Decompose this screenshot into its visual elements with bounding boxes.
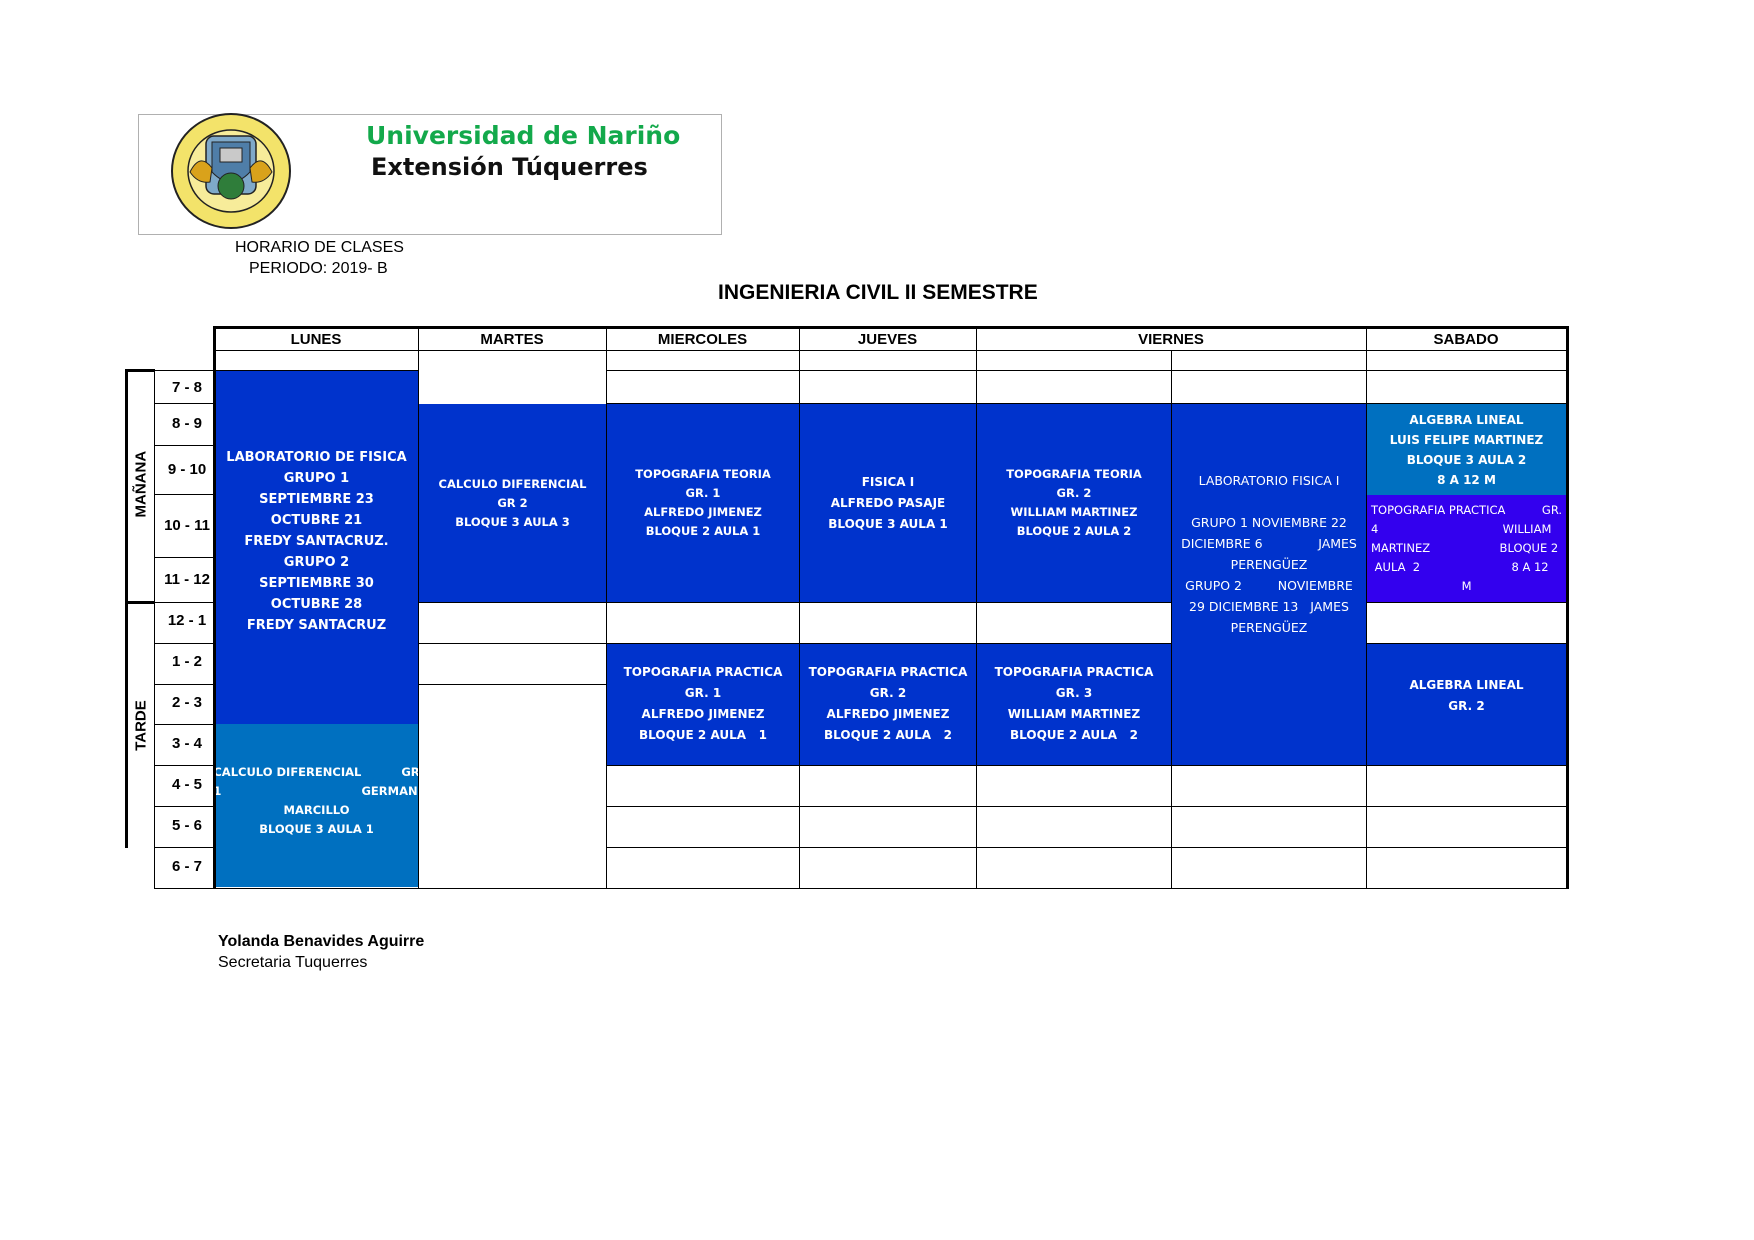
class-viernes-lab-fisica: LABORATORIO FISICA I GRUPO 1 NOVIEMBRE 22 DICIEMBRE 6 JAMES PERENGÜEZ GRUPO 2 NOVIEMBRE 29 DICIEMBRE 13 JAMES PERENGÜEZ: [1172, 404, 1366, 765]
hour-label: 12 - 1: [167, 612, 207, 629]
hour-label: 11 - 12: [164, 571, 210, 588]
class-viernes-topografia-practica: TOPOGRAFIA PRACTICA GR. 3 WILLIAM MARTINEZ BLOQUE 2 AULA 2: [977, 643, 1171, 765]
signature-role: Secretaria Tuquerres: [218, 954, 368, 971]
day-header-miercoles: MIERCOLES: [657, 331, 748, 348]
extension-name: Extensión Túquerres: [371, 153, 648, 181]
day-header-viernes: VIERNES: [1138, 331, 1204, 348]
class-jueves-topografia-practica: TOPOGRAFIA PRACTICA GR. 2 ALFREDO JIMENEZ BLOQUE 2 AULA 2: [800, 643, 976, 765]
hour-label: 2 - 3: [171, 694, 202, 711]
class-martes-calculo: CALCULO DIFERENCIAL GR 2 BLOQUE 3 AULA 3: [419, 404, 606, 602]
section-morning-label: MAÑANA: [132, 450, 150, 518]
university-name: Universidad de Nariño: [366, 121, 681, 150]
hour-label: 6 - 7: [171, 858, 202, 875]
class-viernes-topografia: TOPOGRAFIA TEORIA GR. 2 WILLIAM MARTINEZ BLOQUE 2 AULA 2: [977, 404, 1171, 602]
hour-label: 10 - 11: [164, 517, 210, 534]
class-jueves-fisica: FISICA I ALFREDO PASAJE BLOQUE 3 AULA 1: [800, 404, 976, 602]
hour-label: 1 - 2: [171, 653, 202, 670]
day-header-sabado: SABADO: [1433, 331, 1499, 348]
class-sabado-algebra: ALGEBRA LINEAL LUIS FELIPE MARTINEZ BLOQUE 3 AULA 2 8 A 12 M: [1367, 404, 1566, 495]
hour-label: 7 - 8: [171, 379, 202, 396]
signature-name: Yolanda Benavides Aguirre: [218, 933, 425, 950]
day-header-martes: MARTES: [480, 331, 544, 348]
hour-label: 3 - 4: [171, 735, 202, 752]
period-label: PERIODO: 2019- B: [249, 260, 388, 277]
class-miercoles-topografia: TOPOGRAFIA TEORIA GR. 1 ALFREDO JIMENEZ BLOQUE 2 AULA 1: [607, 404, 799, 602]
class-sabado-algebra-2: ALGEBRA LINEAL GR. 2: [1367, 643, 1566, 765]
hour-label: 8 - 9: [171, 415, 202, 432]
page-title: INGENIERIA CIVIL II SEMESTRE: [718, 281, 1038, 304]
day-header-jueves: JUEVES: [857, 331, 918, 348]
class-sabado-topografia: TOPOGRAFIA PRACTICA GR. 4 WILLIAM MARTINEZ BLOQUE 2 AULA 2 8 A 12 M: [1367, 495, 1566, 602]
day-header-lunes: LUNES: [290, 331, 342, 348]
hour-label: 4 - 5: [171, 776, 202, 793]
university-seal-icon: [170, 112, 292, 230]
class-lunes-calculo: CALCULO DIFERENCIAL GR 1 GERMAN MARCILLO BLOQUE 3 AULA 1: [215, 724, 418, 887]
schedule-label: HORARIO DE CLASES: [235, 239, 404, 256]
class-lunes-lab-fisica: LABORATORIO DE FISICA GRUPO 1 SEPTIEMBRE 23 OCTUBRE 21 FREDY SANTACRUZ. GRUPO 2 SEPTIEMBRE 30 OCTUBRE 28 FREDY SANTACRUZ: [215, 371, 418, 724]
class-miercoles-topografia-practica: TOPOGRAFIA PRACTICA GR. 1 ALFREDO JIMENEZ BLOQUE 2 AULA 1: [607, 643, 799, 765]
hour-label: 9 - 10: [167, 461, 207, 478]
hour-label: 5 - 6: [171, 817, 202, 834]
section-afternoon-label: TARDE: [132, 700, 150, 751]
